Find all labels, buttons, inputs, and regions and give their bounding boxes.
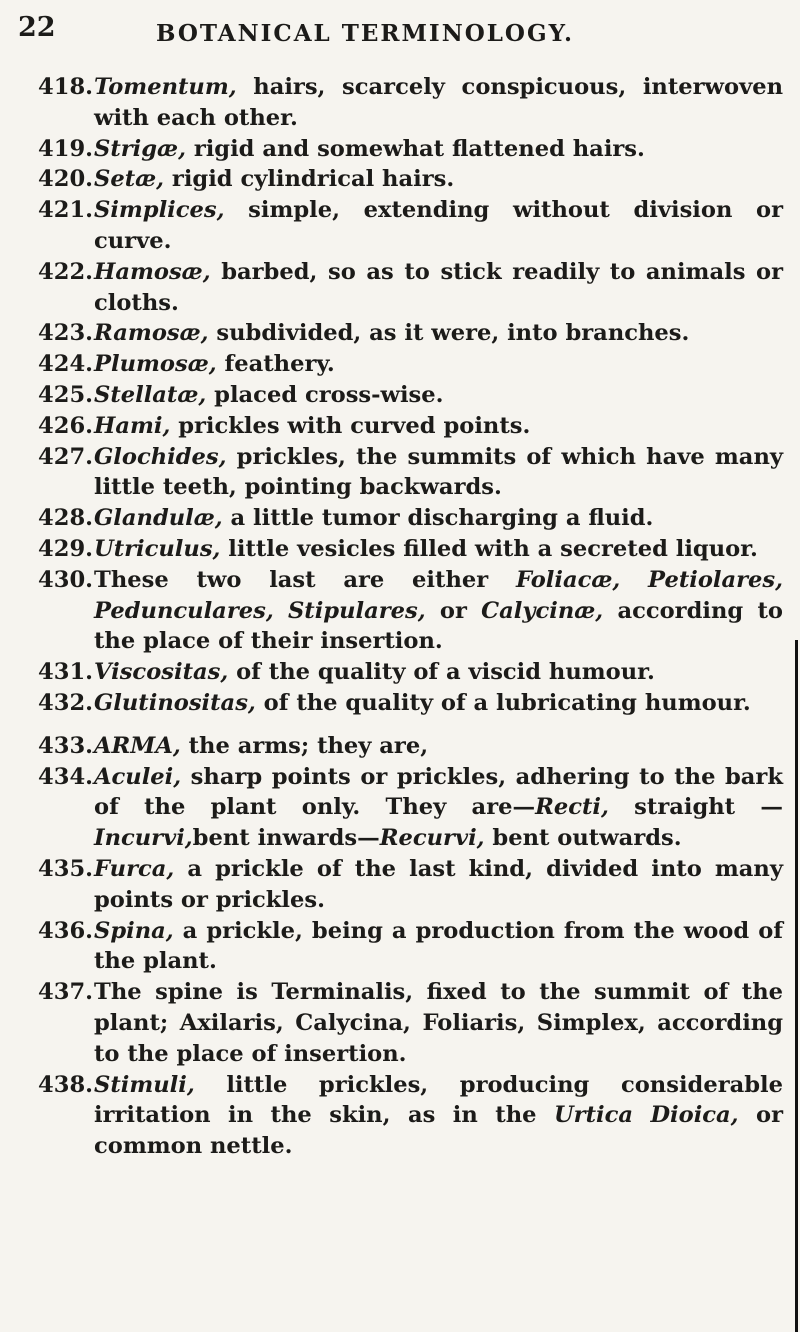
entry-term: Glochides, — [94, 443, 227, 470]
entry-text: of the quality of a lubricating humour. — [255, 689, 751, 716]
page-number: 22 — [18, 12, 56, 43]
entry-text: prickles, the summits of which have many little teeth, pointing backwards. — [94, 443, 783, 501]
entry-text: according to the place of their insertion. — [94, 597, 783, 655]
entry-term: Incurvi, — [94, 825, 193, 852]
entry-text: barbed, so as to stick readily to animals or cloths. — [94, 258, 783, 316]
entry-number: 431. — [38, 659, 94, 686]
entry-text: a little tumor discharging a fluid. — [222, 505, 654, 532]
entry-text: The spine is Terminalis, fixed to the summit of the plant; Axilaris, Calycina, Foliaris, Simplex, according to the place of insertion. — [94, 979, 783, 1067]
entry-number: 418. — [38, 74, 94, 100]
entry-425 — [38, 380, 783, 411]
entry-term: Hamosæ, — [94, 258, 211, 285]
entry-number: 425. — [38, 381, 94, 408]
glossary-entries — [38, 72, 783, 1162]
entry-434 — [38, 762, 783, 854]
entry-422 — [38, 257, 783, 319]
entry-text: little vesicles filled with a secreted liquor. — [220, 535, 758, 562]
entry-term: Calycinæ, — [481, 597, 604, 624]
entry-text: placed cross-wise. — [206, 381, 444, 408]
entry-419 — [38, 134, 783, 165]
entry-term: Spina, — [94, 917, 174, 944]
entry-number: 422. — [38, 258, 94, 285]
entry-text: or common nettle. — [94, 1102, 784, 1160]
entry-number: 429. — [38, 535, 94, 562]
entry-number: 421. — [38, 197, 94, 224]
entry-term: Tomentum, — [94, 74, 237, 100]
entry-number: 432. — [38, 689, 94, 716]
entry-text: bent inwards— — [192, 825, 380, 852]
entry-423 — [38, 318, 783, 349]
entry-438 — [38, 1070, 783, 1162]
entry-text: a prickle, being a production from the wood of the plant. — [94, 917, 783, 975]
entry-number: 420. — [38, 166, 94, 193]
entry-text: rigid and somewhat flattened hairs. — [185, 135, 645, 162]
entry-text: prickles with curved points. — [170, 412, 531, 439]
entry-number: 419. — [38, 135, 94, 162]
entry-number: 427. — [38, 443, 94, 470]
entry-number: 430. — [38, 566, 94, 593]
entry-term: Viscositas, — [94, 659, 229, 686]
entry-term: Glutinositas, — [94, 689, 256, 716]
entry-text: sharp points or prickles, adhering to the bark of the plant only. They are— — [94, 763, 783, 821]
entry-text: bent outwards. — [484, 825, 682, 852]
entry-433 — [38, 731, 783, 762]
entry-text: straight — — [608, 794, 783, 821]
entry-term: Stellatæ, — [94, 381, 207, 408]
entry-term: Strigæ, — [94, 135, 186, 162]
entry-432 — [38, 688, 783, 719]
entry-text: simple, extending without division or curve. — [94, 197, 783, 254]
entry-term: Stimuli, — [94, 1071, 195, 1098]
entry-text: or — [425, 597, 482, 624]
page-edge-rule — [795, 640, 798, 1332]
entry-term: ARMA, — [94, 732, 181, 759]
entry-number: 434. — [38, 763, 94, 790]
entry-text: the arms; they are, — [180, 732, 429, 759]
entry-420 — [38, 164, 783, 195]
entry-term: Ramosæ, — [94, 320, 209, 347]
entry-436 — [38, 916, 783, 978]
entry-number: 438. — [38, 1071, 94, 1098]
entry-418 — [38, 72, 783, 134]
entry-435 — [38, 854, 783, 916]
entry-430 — [38, 565, 783, 657]
entry-text: little prickles, producing considerable irritation in the skin, as in the — [94, 1071, 783, 1129]
running-head: BOTANICAL TERMINOLOGY. — [156, 20, 575, 47]
entry-number: 428. — [38, 505, 94, 532]
entry-term: Urtica Dioica, — [553, 1102, 739, 1129]
section-gap — [38, 719, 783, 731]
entry-term: Simplices, — [94, 197, 225, 224]
entry-term: Setæ, — [94, 166, 165, 193]
entry-term: Recurvi, — [379, 825, 485, 852]
entry-text: These two last are either — [94, 566, 516, 593]
entry-429 — [38, 534, 783, 565]
entry-number: 423. — [38, 320, 94, 347]
entry-427 — [38, 442, 783, 504]
entry-431 — [38, 657, 783, 688]
entry-term: Plumosæ, — [94, 351, 217, 378]
entry-text: hairs, scarcely conspicuous, interwoven with each other. — [94, 74, 783, 131]
entry-number: 437. — [38, 979, 94, 1006]
entry-number: 424. — [38, 351, 94, 378]
entry-number: 433. — [38, 732, 94, 759]
entry-term: Hami, — [94, 412, 171, 439]
entry-term: Utriculus, — [94, 535, 221, 562]
entry-426 — [38, 411, 783, 442]
entry-number: 426. — [38, 412, 94, 439]
entry-number: 435. — [38, 855, 94, 882]
entry-437 — [38, 977, 783, 1069]
entry-text: of the quality of a viscid humour. — [228, 659, 655, 686]
entry-421 — [38, 195, 783, 257]
entry-term: Furca, — [94, 855, 175, 882]
entry-term: Recti, — [535, 794, 609, 821]
entry-term: Aculei, — [94, 763, 182, 790]
entry-term: Foliacæ, Petiolares, Pedunculares, Stipulares, — [94, 566, 783, 624]
entry-428 — [38, 503, 783, 534]
entry-text: a prickle of the last kind, divided into many points or prickles. — [94, 855, 783, 913]
entry-number: 436. — [38, 917, 94, 944]
entry-424 — [38, 349, 783, 380]
entry-text: subdivided, as it were, into branches. — [208, 320, 690, 347]
entry-term: Glandulæ, — [94, 505, 223, 532]
entry-text: feathery. — [216, 351, 335, 378]
entry-text: rigid cylindrical hairs. — [164, 166, 455, 193]
